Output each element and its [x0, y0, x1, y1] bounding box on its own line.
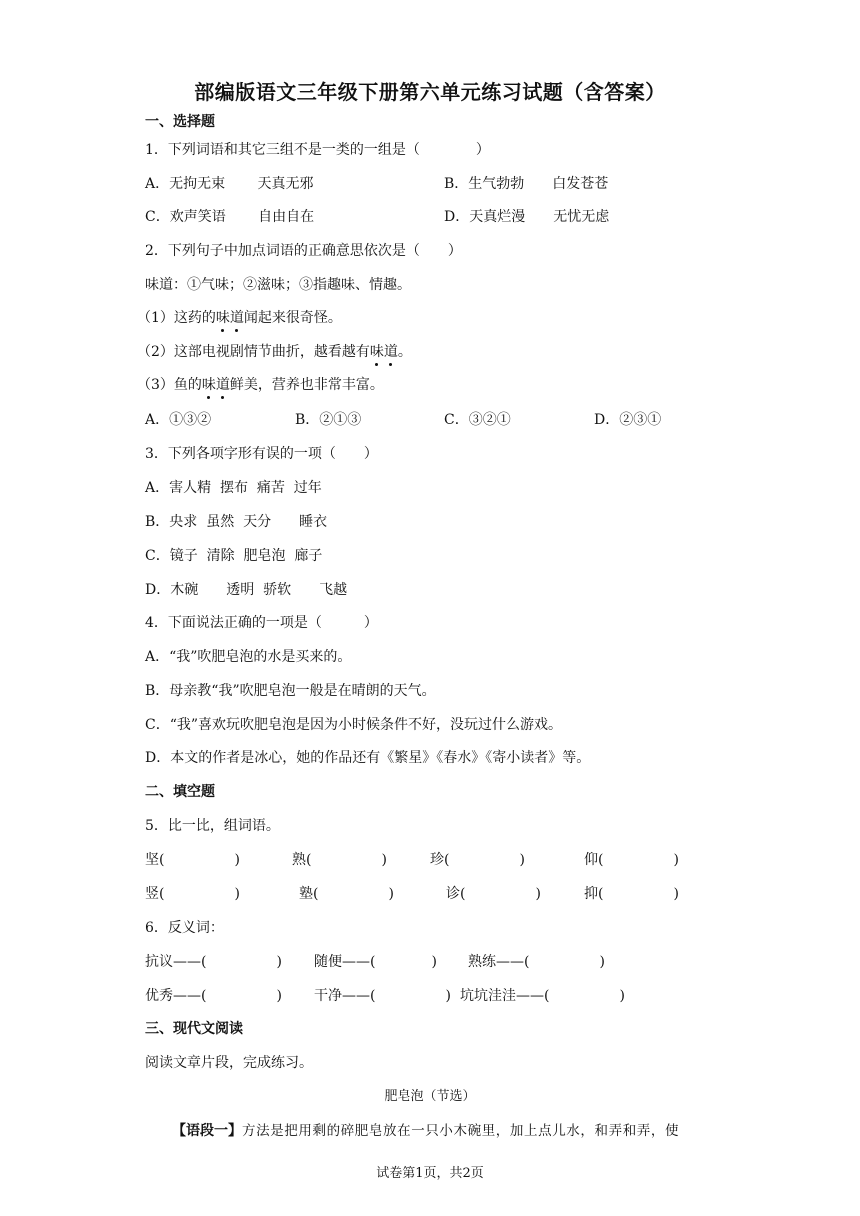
question-2-sentence-2 [137, 342, 412, 362]
question-2-stem: 2．下列句子中加点词语的正确意思依次是（ ） [145, 243, 462, 259]
emphasis-dot-char: 味 [201, 377, 216, 393]
question-3-option-a: A．害人精 摆布 痛苦 过年 [145, 480, 322, 496]
sentence-text: 鲜美，营养也非常丰富。 [229, 377, 384, 393]
passage-title: 肥皂泡（节选） [384, 1089, 476, 1104]
question-6-blank: 干净——( ) [314, 988, 451, 1004]
sentence-text: 闻起来很奇怪。 [243, 310, 342, 326]
section-heading-reading: 三、现代文阅读 [145, 1021, 243, 1037]
question-3-option-c: C．镜子 清除 肥皂泡 廊子 [145, 548, 323, 564]
paragraph-tag: 【语段一】 [172, 1123, 242, 1139]
question-1-option-d: D．天真烂漫 无忧无虑 [444, 209, 610, 225]
question-5-blank: 诊( ) [446, 886, 541, 902]
question-2-sentence-1 [137, 308, 342, 328]
reading-instruction: 阅读文章片段，完成练习。 [145, 1055, 313, 1071]
question-2-option-b: B．②①③ [295, 412, 362, 428]
question-3-stem: 3．下列各项字形有误的一项（ ） [145, 446, 378, 462]
question-6-stem: 6．反义词： [145, 920, 224, 936]
question-5-blank: 坚( ) [145, 852, 240, 868]
question-5-blank: 抑( ) [584, 886, 679, 902]
emphasis-dot-char: 道 [383, 344, 398, 360]
question-1-option-c: C．欢声笑语 自由自在 [145, 209, 315, 225]
question-3-option-b: B．央求 虽然 天分 睡衣 [145, 514, 328, 530]
question-6-blank: 抗议——( ) [145, 954, 282, 970]
emphasis-dot-char: 道 [229, 310, 244, 326]
question-4-option-c: C．“我”喜欢玩吹肥皂泡是因为小时候条件不好，没玩过什么游戏。 [145, 717, 563, 733]
question-5-blank: 珍( ) [430, 852, 525, 868]
question-4-stem: 4．下面说法正确的一项是（ ） [145, 615, 378, 631]
sentence-text: （2）这部电视剧情节曲折，越看越有 [137, 344, 370, 360]
question-3-option-d: D．木碗 透明 骄软 飞越 [145, 582, 348, 598]
question-5-blank: 仰( ) [584, 852, 679, 868]
question-1-stem: 1．下列词语和其它三组不是一类的一组是（ ） [145, 142, 490, 158]
question-2-sentence-3 [137, 375, 384, 395]
question-1-option-a: A．无拘无束 天真无邪 [145, 176, 314, 192]
sentence-text: （3）鱼的 [137, 377, 202, 393]
question-6-blank: 优秀——( ) [145, 988, 282, 1004]
section-heading-choice: 一、选择题 [145, 114, 215, 130]
sentence-text: 。 [397, 344, 412, 360]
question-2-option-c: C．③②① [444, 412, 511, 428]
question-5-blank: 竖( ) [145, 886, 240, 902]
question-2-definition: 味道：①气味；②滋味；③指趣味、情趣。 [145, 277, 411, 293]
question-1-option-b: B．生气勃勃 白发苍苍 [444, 176, 609, 192]
question-5-blank: 塾( ) [299, 886, 394, 902]
section-heading-fill: 二、填空题 [145, 784, 215, 800]
question-2-option-a: A．①③② [145, 412, 212, 428]
question-6-blank: 坑坑洼洼——( ) [460, 988, 625, 1004]
passage-paragraph-1 [172, 1121, 679, 1141]
question-2-option-d: D．②③① [594, 412, 662, 428]
emphasis-dot-char: 味 [369, 344, 384, 360]
page-footer: 试卷第1页，共2页 [376, 1166, 484, 1181]
emphasis-dot-char: 道 [215, 377, 230, 393]
question-4-option-a: A．“我”吹肥皂泡的水是买来的。 [145, 649, 352, 665]
question-5-blank: 熟( ) [292, 852, 387, 868]
question-6-blank: 熟练——( ) [468, 954, 605, 970]
question-6-blank: 随便——( ) [314, 954, 437, 970]
emphasis-dot-char: 味 [215, 310, 230, 326]
sentence-text: （1）这药的 [137, 310, 216, 326]
paragraph-text: 方法是把用剩的碎肥皂放在一只小木碗里，加上点儿水，和弄和弄，使 [242, 1123, 680, 1139]
question-4-option-b: B．母亲教“我”吹肥皂泡一般是在晴朗的天气。 [145, 683, 436, 699]
question-5-stem: 5．比一比，组词语。 [145, 818, 280, 834]
page-title: 部编版语文三年级下册第六单元练习试题（含答案） [194, 80, 666, 104]
question-4-option-d: D．本文的作者是冰心，她的作品还有《繁星》《春水》《寄小读者》等。 [145, 750, 591, 766]
